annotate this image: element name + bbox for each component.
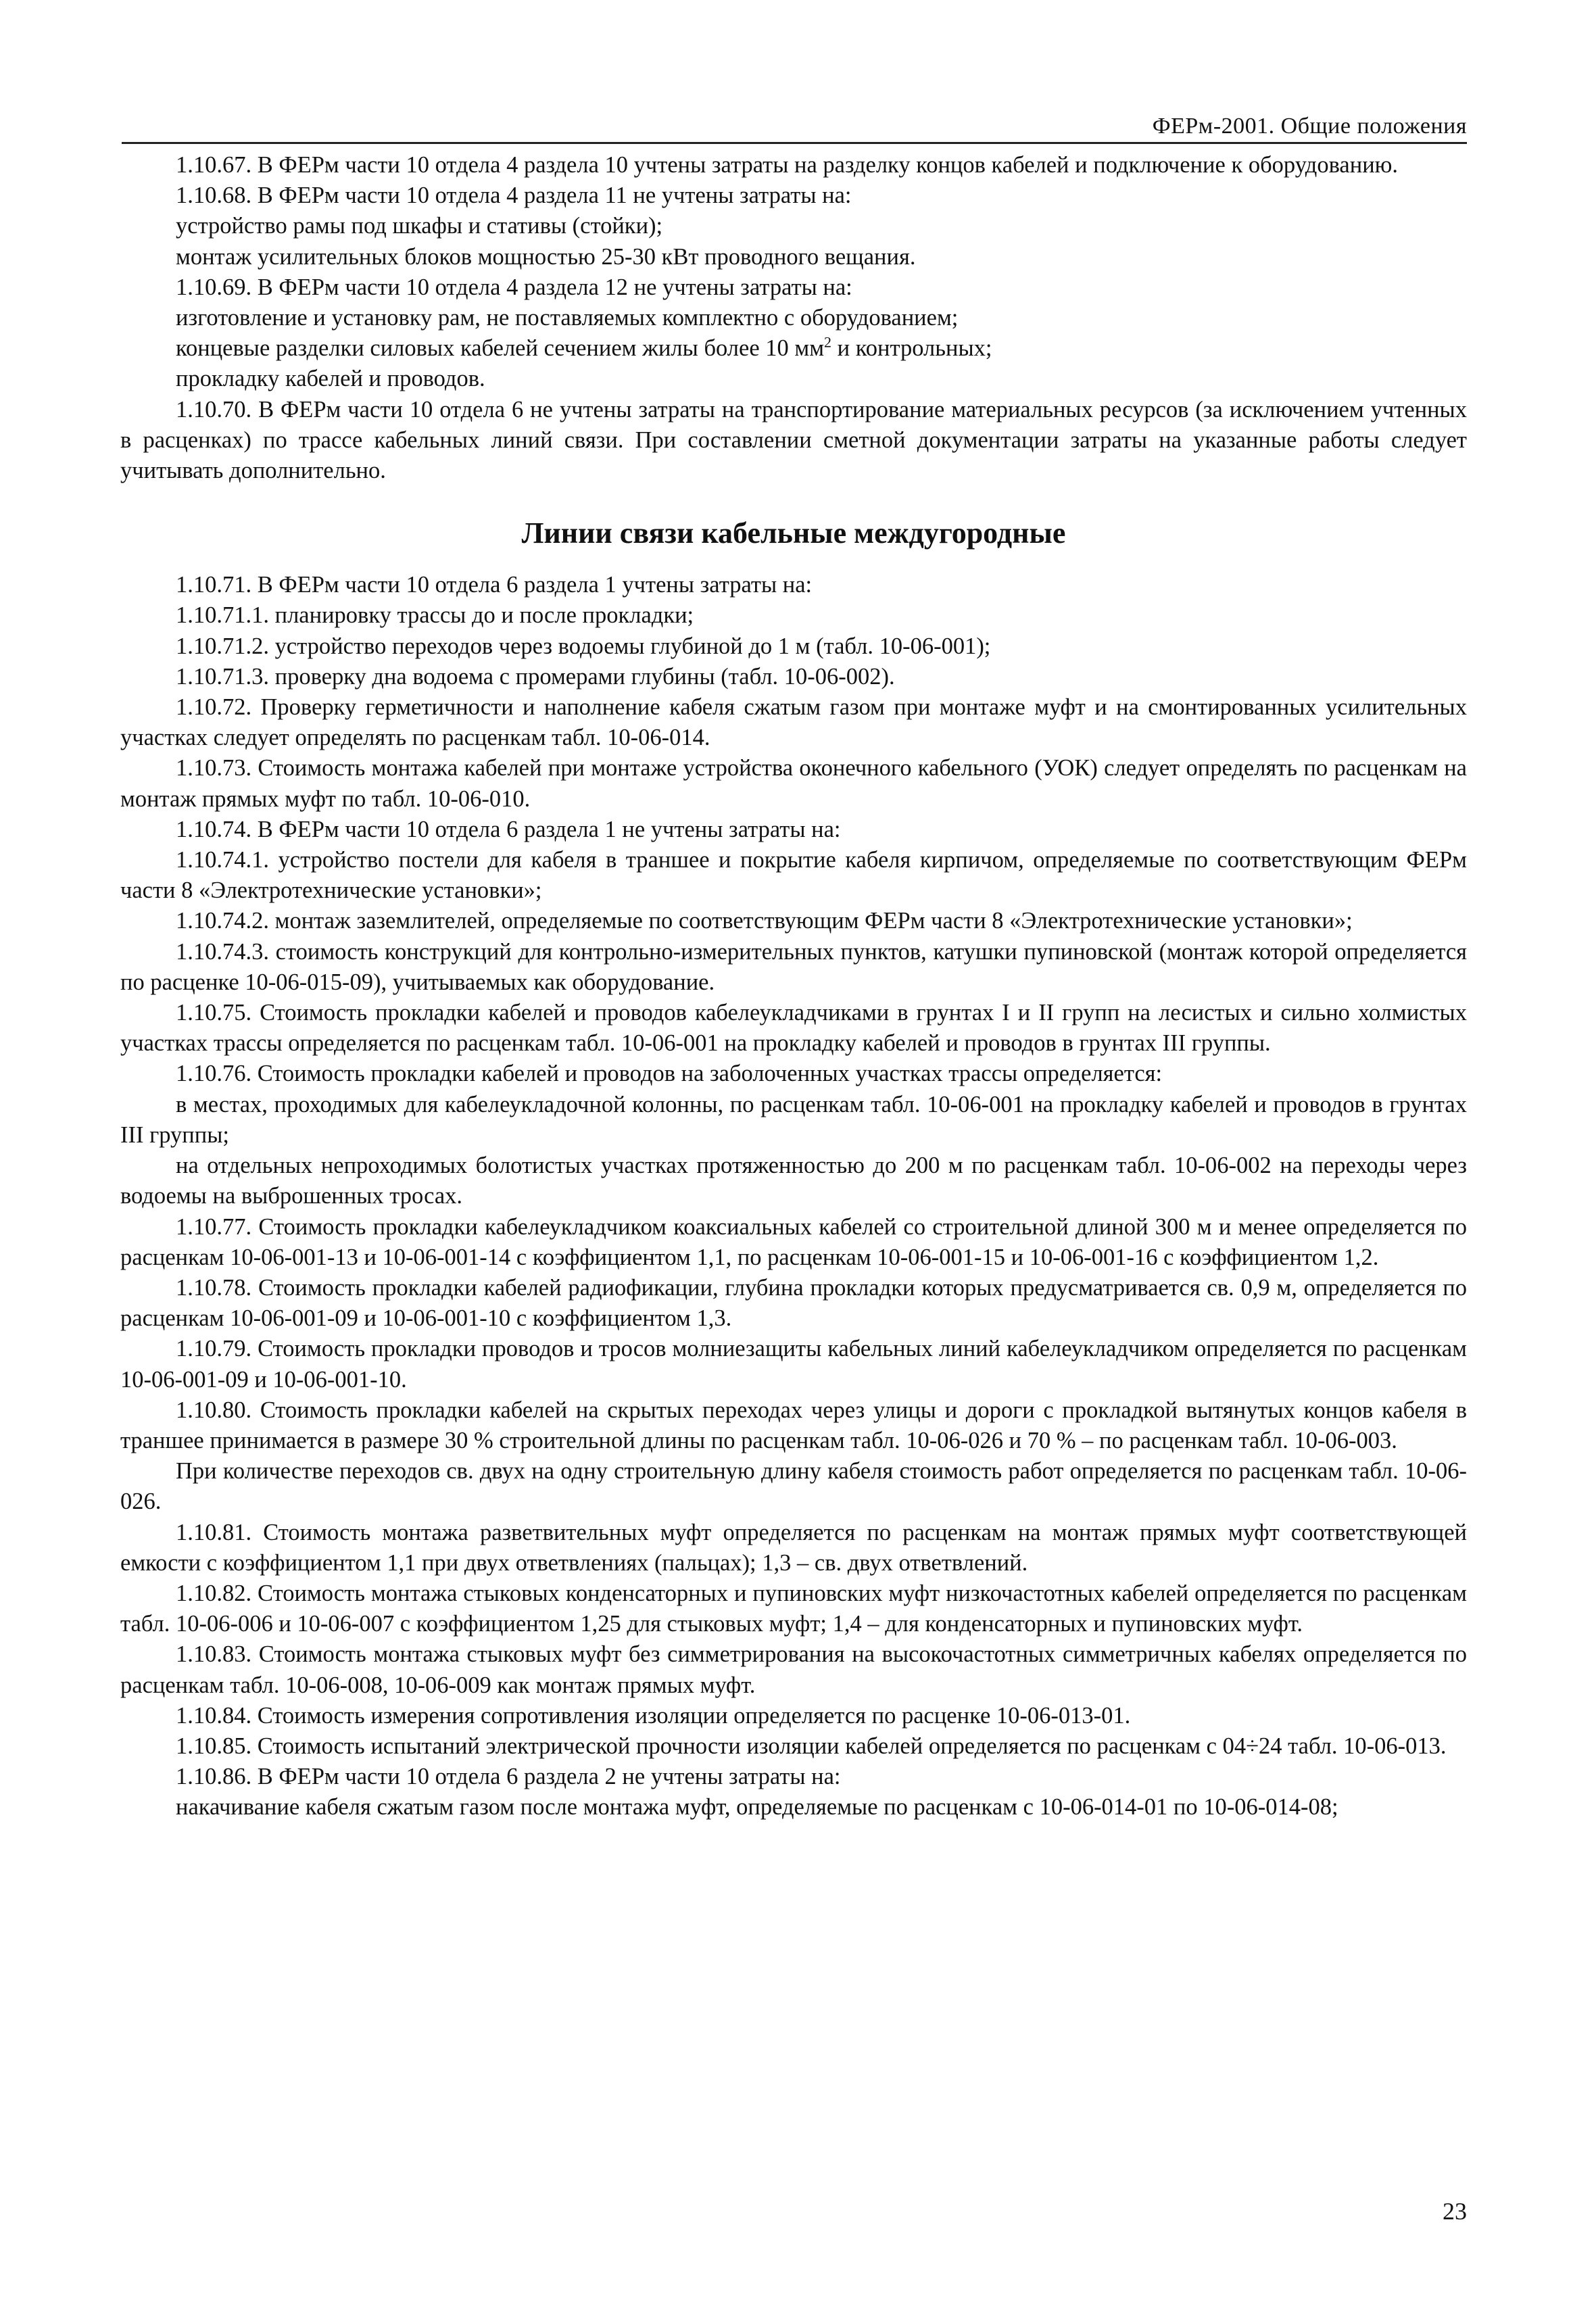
paragraph: 1.10.69. В ФЕРм части 10 отдела 4 раздела 12 не учтены затраты на: bbox=[176, 274, 852, 300]
paragraph: 1.10.67. В ФЕРм части 10 отдела 4 раздела 10 учтены затраты на разделку концов кабелей и подключение к оборудованию. bbox=[176, 152, 1399, 178]
superscript: 2 bbox=[824, 333, 832, 351]
list-item-text: концевые разделки силовых кабелей сечением жилы более 10 мм bbox=[176, 335, 825, 362]
paragraph: на отдельных непроходимых болотистых участках протяженностью до 200 м по расценкам табл. 10-06-002 на переходы через водоемы на выброшенных тросах. bbox=[120, 1153, 1467, 1209]
paragraph: 1.10.71.1. планировку трассы до и после прокладки; bbox=[176, 602, 694, 629]
list-item: прокладку кабелей и проводов. bbox=[176, 366, 485, 392]
paragraph: 1.10.72. Проверку герметичности и наполнение кабеля сжатым газом при монтаже муфт и на смонтированных усилительных участках следует определять по расценкам табл. 10-06-014. bbox=[120, 694, 1467, 751]
paragraph: 1.10.71.2. устройство переходов через водоемы глубиной до 1 м (табл. 10-06-001); bbox=[176, 633, 991, 659]
paragraph: 1.10.74. В ФЕРм части 10 отдела 6 раздела 1 не учтены затраты на: bbox=[176, 816, 841, 842]
paragraph: 1.10.80. Стоимость прокладки кабелей на скрытых переходах через улицы и дороги с прокладкой вытянутых концов кабеля в траншее принимается в размере 30 % строительной длины по расценкам табл. 10-06-026 и 70 % – по расценкам табл. 10-06-003. bbox=[120, 1397, 1467, 1453]
paragraph: 1.10.73. Стоимость монтажа кабелей при монтаже устройства оконечного кабельного (УОК) следует определять по расценкам на монтаж прямых муфт по табл. 10-06-010. bbox=[120, 755, 1467, 812]
page-body bbox=[120, 150, 1467, 1823]
page-number: 23 bbox=[1443, 2198, 1467, 2225]
list-item-text: и контрольных; bbox=[831, 335, 992, 362]
paragraph: 1.10.77. Стоимость прокладки кабелеукладчиком коаксиальных кабелей со строительной длиной 300 м и менее определяется по расценкам 10-06-001-13 и 10-06-001-14 с коэффициентом 1,1, по расценкам 10-06-001-15 и 10-06-001-16 с коэффициентом 1,2. bbox=[120, 1213, 1467, 1270]
running-header bbox=[122, 101, 1467, 144]
paragraph: 1.10.85. Стоимость испытаний электрической прочности изоляции кабелей определяется по расценкам с 04÷24 табл. 10-06-013. bbox=[176, 1733, 1447, 1759]
paragraph: 1.10.79. Стоимость прокладки проводов и тросов молниезащиты кабельных линий кабелеукладчиком определяется по расценкам 10-06-001-09 и 10-06-001-10. bbox=[120, 1336, 1467, 1393]
paragraph: 1.10.71.3. проверку дна водоема с промерами глубины (табл. 10-06-002). bbox=[176, 663, 895, 690]
paragraph: 1.10.70. В ФЕРм части 10 отдела 6 не учтены затраты на транспортирование материальных ресурсов (за исключением учтенных в расценках) по трассе кабельных линий связи. При составлении сметной документации затраты на указанные работы следует учитывать дополнительно. bbox=[120, 396, 1467, 484]
paragraph: 1.10.76. Стоимость прокладки кабелей и проводов на заболоченных участках трассы определяется: bbox=[176, 1061, 1163, 1087]
paragraph: 1.10.84. Стоимость измерения сопротивления изоляции определяется по расценке 10-06-013-01. bbox=[176, 1702, 1131, 1729]
paragraph: 1.10.68. В ФЕРм части 10 отдела 4 раздела 11 не учтены затраты на: bbox=[176, 183, 852, 209]
paragraph: 1.10.81. Стоимость монтажа разветвительных муфт определяется по расценкам на монтаж прямых муфт соответствующей емкости с коэффициентом 1,1 при двух ответвлениях (пальцах); 1,3 – св. двух ответвлений. bbox=[120, 1519, 1467, 1576]
list-item: изготовление и установку рам, не поставляемых комплектно с оборудованием; bbox=[176, 305, 959, 331]
paragraph: 1.10.78. Стоимость прокладки кабелей радиофикации, глубина прокладки которых предусматривается св. 0,9 м, определяется по расценкам 10-06-001-09 и 10-06-001-10 с коэффициентом 1,3. bbox=[120, 1274, 1467, 1332]
list-item bbox=[120, 333, 1467, 364]
section-heading: Линии связи кабельные междугородные bbox=[521, 516, 1066, 550]
paragraph: 1.10.74.2. монтаж заземлителей, определяемые по соответствующим ФЕРм части 8 «Электротехнические установки»; bbox=[176, 908, 1353, 934]
paragraph: 1.10.82. Стоимость монтажа стыковых конденсаторных и пупиновских муфт низкочастотных кабелей определяется по расценкам табл. 10-06-006 и 10-06-007 с коэффициентом 1,25 для стыковых муфт; 1,4 – для конденсаторных и пупиновских муфт. bbox=[120, 1580, 1467, 1637]
header-title: ФЕРм-2001. Общие положения bbox=[1152, 114, 1467, 139]
paragraph: 1.10.74.1. устройство постели для кабеля в траншее и покрытие кабеля кирпичом, определяемые по соответствующим ФЕРм части 8 «Электротехнические установки»; bbox=[120, 847, 1467, 904]
paragraph: в местах, проходимых для кабелеукладочной колонны, по расценкам табл. 10-06-001 на прокладку кабелей и проводов в грунтах III группы; bbox=[120, 1091, 1467, 1148]
list-item: монтаж усилительных блоков мощностью 25-30 кВт проводного вещания. bbox=[176, 243, 916, 270]
list-item: устройство рамы под шкафы и стативы (стойки); bbox=[176, 213, 663, 239]
paragraph: 1.10.75. Стоимость прокладки кабелей и проводов кабелеукладчиками в грунтах I и II групп на лесистых и сильно холмистых участках трассы определяется по расценкам табл. 10-06-001 на прокладку кабелей и проводов в грунтах III группы. bbox=[120, 1000, 1467, 1057]
paragraph: 1.10.86. В ФЕРм части 10 отдела 6 раздела 2 не учтены затраты на: bbox=[176, 1764, 841, 1790]
paragraph: накачивание кабеля сжатым газом после монтажа муфт, определяемые по расценкам с 10-06-014-01 по 10-06-014-08; bbox=[176, 1794, 1338, 1820]
paragraph: При количестве переходов св. двух на одну строительную длину кабеля стоимость работ определяется по расценкам табл. 10-06-026. bbox=[120, 1458, 1467, 1515]
paragraph: 1.10.83. Стоимость монтажа стыковых муфт без симметрирования на высокочастотных симметричных кабелях определяется по расценкам табл. 10-06-008, 10-06-009 как монтаж прямых муфт. bbox=[120, 1641, 1467, 1698]
paragraph: 1.10.71. В ФЕРм части 10 отдела 6 раздела 1 учтены затраты на: bbox=[176, 572, 813, 598]
paragraph: 1.10.74.3. стоимость конструкций для контрольно-измерительных пунктов, катушки пупиновской (монтаж которой определяется по расценке 10-06-015-09), учитываемых как оборудование. bbox=[120, 938, 1467, 995]
